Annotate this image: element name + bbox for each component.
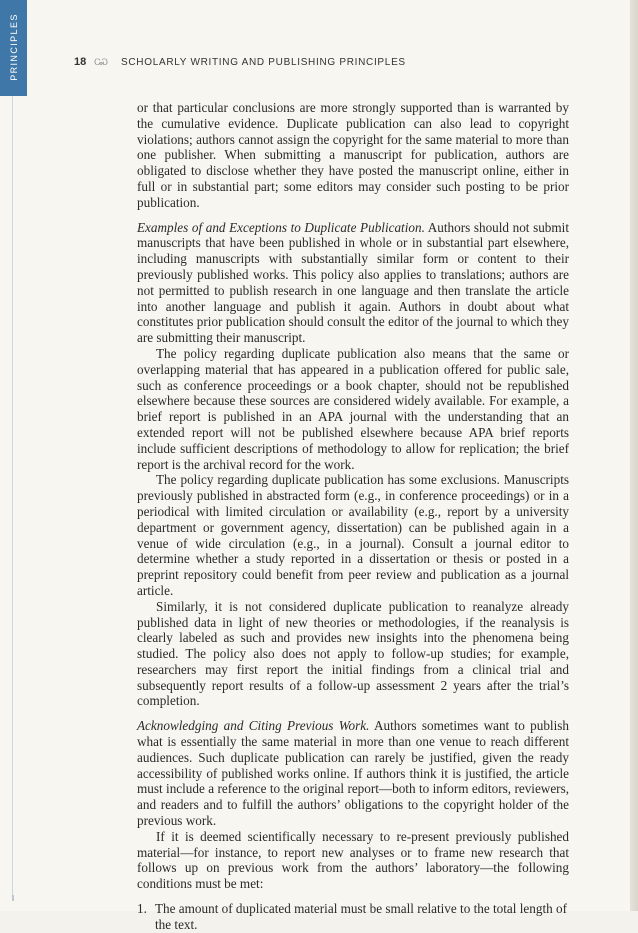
list-item xyxy=(137,901,569,933)
paragraph: The policy regarding duplicate publication has some exclusions. Manuscripts previously published in abstracted form (e.g., in conference proceedings) or in a periodical with limited circulation or availability (e.g., report by a university department or government agency, dissertation) can be published again in a venue of wide circulation (e.g., in a journal). Consult a journal editor to determine whether a study reported in a dissertation or thesis or posted in a preprint repository could benefit from peer review and publication as a journal article. xyxy=(137,472,569,598)
section-tab-label: PRINCIPLES xyxy=(9,13,19,81)
ornament-icon: ᏟᏍ xyxy=(94,56,108,67)
paragraph: The policy regarding duplicate publication also means that the same or overlapping material that has appeared in a publication offered for public sale, such as conference proceedings or a book chapter, should not be republished elsewhere because these sources are considered widely available. For example, a brief report is published in an APA journal with the understanding that an extended report will not be published elsewhere because APA brief reports include sufficient descriptions of methodology to allow for replication; the brief report is the archival record for the work. xyxy=(137,345,569,472)
paragraph: Similarly, it is not considered duplicate publication to reanalyze already published data in light of new theories or methodologies, if the reanalysis is clearly labeled as such and provides new insights into the phenomena being studied. The policy also does not apply to follow-up studies; for example, researchers may first report the initial findings from a clinical trial and subsequently report results of a follow-up assessment 2 years after the trial’s completion. xyxy=(137,598,569,709)
run-in-heading: Acknowledging and Citing Previous Work. xyxy=(137,718,370,734)
list-text: The amount of duplicated material must be small relative to the total length of the text. xyxy=(155,901,567,932)
paragraph-duplicate-examples xyxy=(137,220,569,346)
running-head xyxy=(74,54,406,70)
paragraph: If it is deemed scientifically necessary to re-present previously published material—for instance, to report new analyses or to frame new research that follows up on previous work from the authors’ laboratory—the following conditions must be met: xyxy=(137,828,569,892)
run-in-heading: Examples of and Exceptions to Duplicate Publication. xyxy=(137,219,425,235)
page-number: 18 xyxy=(74,56,87,68)
margin-rule xyxy=(12,96,13,896)
paragraph-continued: or that particular conclusions are more strongly supported than is warranted by the cumulative evidence. Duplicate publication can also lead to copyright violations; authors cannot assign the copyright for the same material to more than one publisher. When submitting a manuscript for publication, authors are obligated to disclose whether they have posted the manuscript online, either in full or in substantial part; some editors may consider such posting to be prior publication. xyxy=(137,100,569,210)
page-edge xyxy=(630,0,638,911)
section-tab xyxy=(0,0,27,96)
paragraph-acknowledging xyxy=(137,718,569,829)
list-number: 1. xyxy=(137,901,147,917)
margin-rule-end xyxy=(12,895,14,901)
running-head-title: SCHOLARLY WRITING AND PUBLISHING PRINCIPLES xyxy=(121,56,406,68)
paragraph-text: Authors should not submit manuscripts that have been published in whole or in substantial part elsewhere, including manuscripts with substantially similar form or content to their previously published works. This policy also applies to translations; authors are not permitted to publish research in one language and then translate the article into another language and publish it again. Authors in doubt about what constitutes prior publication should consult the editor of the journal to which they are submitting their manuscript. xyxy=(137,219,569,346)
paragraph-text: Authors sometimes want to publish what is essentially the same material in more than one venue to reach different audiences. Such duplicate publication can rarely be justified, given the ready accessibility of published works online. If authors think it is justified, the article must include a reference to the original report—both to inform editors, reviewers, and readers and to fulfill the authors’ obligations to the copyright holder of the previous work. xyxy=(137,718,569,829)
body-text xyxy=(137,100,569,933)
